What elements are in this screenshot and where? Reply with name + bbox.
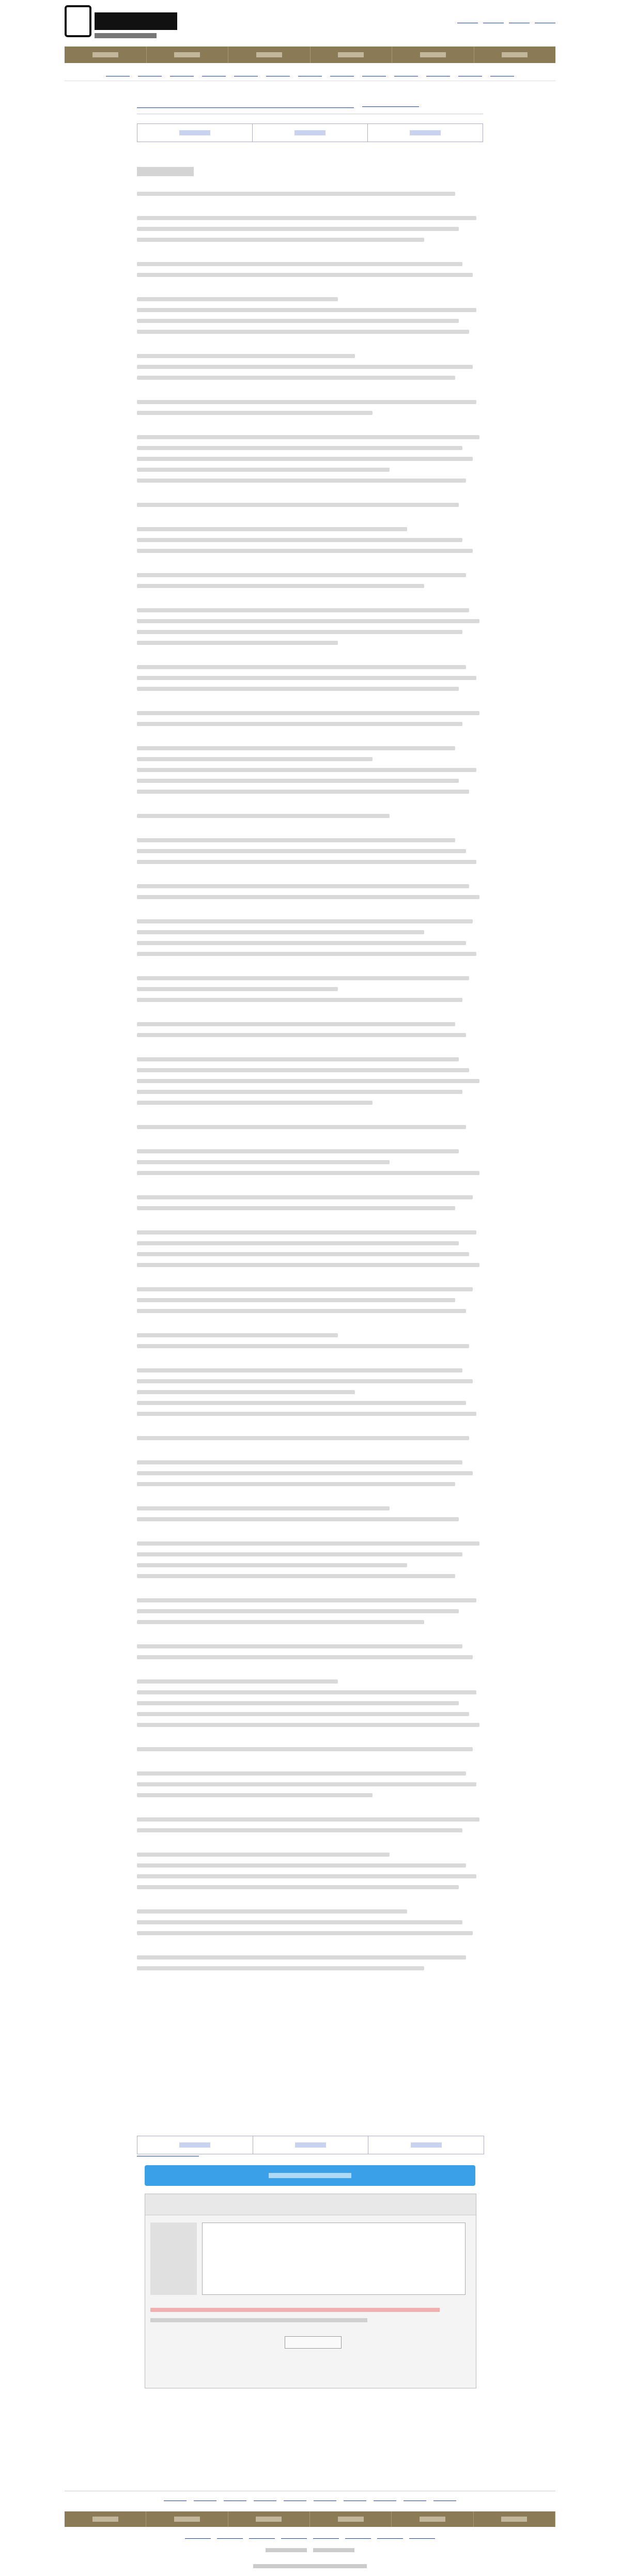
body-text-line <box>137 479 466 483</box>
body-text-line <box>137 1309 466 1313</box>
body-text-line <box>137 1655 473 1659</box>
body-text-line <box>137 838 455 842</box>
body-text-line <box>137 1057 459 1061</box>
sub-nav-item[interactable] <box>362 71 386 76</box>
body-text-line <box>137 227 459 231</box>
body-text-line <box>137 457 473 461</box>
paragraph-gap <box>137 387 483 400</box>
body-text-line <box>137 238 424 242</box>
sub-nav-item[interactable] <box>426 71 450 76</box>
body-text-line <box>137 549 473 553</box>
body-text-line <box>137 860 476 864</box>
body-text-line <box>137 1679 338 1684</box>
footer-link[interactable] <box>284 2495 306 2501</box>
body-text-line <box>137 779 459 783</box>
body-text-line <box>137 1644 462 1648</box>
paragraph-gap <box>137 1631 483 1644</box>
body-text-line <box>137 400 476 404</box>
global-nav-item[interactable] <box>65 47 147 63</box>
chapter-counter <box>137 149 483 157</box>
global-nav <box>65 47 555 63</box>
body-text-line <box>137 1033 466 1037</box>
body-text-line <box>137 1298 455 1302</box>
body-text-line <box>137 941 466 945</box>
footer-link[interactable] <box>164 2495 187 2501</box>
body-text-line <box>137 584 424 588</box>
paragraph-gap <box>137 249 483 262</box>
body-text-line <box>137 1574 455 1578</box>
paragraph-gap <box>137 422 483 435</box>
footer-site-link[interactable] <box>345 2534 371 2539</box>
body-text-line <box>137 1552 462 1556</box>
body-text-line <box>137 1401 466 1405</box>
body-text-line <box>137 1101 373 1105</box>
review-notice-text <box>150 2318 367 2322</box>
review-warning-text <box>150 2308 440 2312</box>
footer-link[interactable] <box>314 2495 336 2501</box>
body-text-line <box>137 1263 479 1267</box>
body-text-line <box>137 1471 473 1475</box>
body-text-line <box>137 1333 338 1337</box>
logo-mark-icon <box>65 5 91 37</box>
body-text-line <box>137 1690 476 1694</box>
body-text-line <box>137 1966 424 1970</box>
paragraph-gap <box>137 1182 483 1195</box>
body-text-line <box>137 1482 455 1486</box>
body-text-line <box>137 308 476 312</box>
body-text-line <box>137 1090 462 1094</box>
body-text-line <box>137 192 455 196</box>
body-text-line <box>137 435 479 439</box>
body-text-line <box>137 216 476 220</box>
body-text-line <box>137 1931 473 1935</box>
tweet-button[interactable] <box>145 2165 475 2186</box>
body-text-line <box>137 1609 459 1613</box>
body-text-line <box>137 1460 462 1464</box>
sub-nav-item[interactable] <box>202 71 226 76</box>
sub-nav-item[interactable] <box>170 71 194 76</box>
paragraph-gap <box>137 871 483 884</box>
footer-meta-item[interactable] <box>266 2548 307 2552</box>
novel-main <box>137 93 483 2016</box>
paragraph-gap <box>137 1217 483 1230</box>
author-link[interactable] <box>362 100 419 107</box>
body-text-line <box>137 1517 459 1521</box>
body-text-line <box>137 1149 459 1153</box>
footer-site-link[interactable] <box>185 2534 211 2539</box>
body-text-line <box>137 1920 462 1924</box>
body-text-line <box>137 619 479 623</box>
body-text-line <box>137 1885 459 1889</box>
body-text-line <box>137 1541 479 1546</box>
sub-nav-item[interactable] <box>234 71 258 76</box>
review-box <box>145 2194 476 2388</box>
body-text-line <box>137 527 407 531</box>
body-text-line <box>137 1022 455 1026</box>
body-text-line <box>137 895 479 899</box>
body-text-line <box>137 1701 459 1705</box>
body-text-line <box>137 273 473 277</box>
body-text-line <box>137 768 476 772</box>
body-text-line <box>137 1817 479 1822</box>
body-text-line <box>137 1241 459 1245</box>
sub-nav-item[interactable] <box>394 71 418 76</box>
body-text-line <box>137 976 469 980</box>
paragraph-gap <box>137 560 483 573</box>
body-text-line <box>137 1206 455 1210</box>
body-text-line <box>137 365 473 369</box>
body-text-line <box>137 676 476 680</box>
paragraph-gap <box>137 698 483 711</box>
body-text-line <box>137 1853 390 1857</box>
body-text-line <box>137 297 338 301</box>
body-text-line <box>137 1344 469 1348</box>
global-nav-item[interactable] <box>311 47 393 63</box>
body-text-line <box>137 354 355 358</box>
top-link[interactable] <box>535 16 555 23</box>
footer-site-link[interactable] <box>377 2534 403 2539</box>
sub-nav-item[interactable] <box>298 71 322 76</box>
body-text-line <box>137 503 459 507</box>
body-text-line <box>137 1230 476 1235</box>
next-chapter-button[interactable] <box>368 124 483 142</box>
paragraph-gap <box>137 652 483 665</box>
global-nav-item[interactable] <box>474 47 556 63</box>
body-text-line <box>137 1712 469 1716</box>
paragraph-gap <box>137 1942 483 1955</box>
sub-nav-item[interactable] <box>330 71 354 76</box>
novel-title-link[interactable] <box>137 99 354 108</box>
copyright <box>65 2560 555 2568</box>
paragraph-gap <box>137 1447 483 1460</box>
body-text-line <box>137 411 373 415</box>
body-text-line <box>137 722 462 726</box>
body-text-line <box>137 1079 479 1083</box>
page-top-link[interactable] <box>137 2150 199 2156</box>
paragraph-gap <box>137 489 483 503</box>
body-text-line <box>137 608 469 612</box>
footer-nav-item[interactable] <box>392 2511 473 2527</box>
footer-site-link[interactable] <box>281 2534 307 2539</box>
header-top-links <box>457 16 555 23</box>
body-text-line <box>137 468 390 472</box>
logo-wordmark <box>95 12 177 30</box>
footer-link[interactable] <box>344 2495 366 2501</box>
global-nav-item[interactable] <box>392 47 474 63</box>
body-text-line <box>137 711 479 715</box>
body-text-line <box>137 930 424 934</box>
footer-novel-links <box>65 2491 555 2505</box>
footer-link[interactable] <box>374 2495 396 2501</box>
body-text-line <box>137 790 469 794</box>
review-textarea[interactable] <box>202 2223 466 2295</box>
footer-link[interactable] <box>433 2495 456 2501</box>
paragraph-gap <box>137 1136 483 1149</box>
footer-link[interactable] <box>194 2495 216 2501</box>
paragraph-gap <box>137 800 483 814</box>
body-text-line <box>137 641 338 645</box>
paragraph-gap <box>137 203 483 216</box>
paragraph-gap <box>137 1977 483 1991</box>
toc-button[interactable] <box>253 124 368 142</box>
body-text-line <box>137 1723 479 1727</box>
body-text-line <box>137 330 469 334</box>
paragraph-gap <box>137 1666 483 1679</box>
paragraph-gap <box>137 733 483 746</box>
paragraph-gap <box>137 963 483 976</box>
body-text-line <box>137 1506 390 1510</box>
paragraph-gap <box>137 1112 483 1125</box>
chapter-body-placeholder <box>137 192 483 2016</box>
body-text-line <box>137 262 462 266</box>
sub-nav-item[interactable] <box>138 71 162 76</box>
body-text-line <box>137 1390 355 1394</box>
body-text-line <box>137 665 466 669</box>
paragraph-gap <box>137 1044 483 1057</box>
logo-tagline <box>95 33 157 38</box>
body-text-line <box>137 1909 407 1914</box>
paragraph-gap <box>137 1493 483 1506</box>
paragraph-gap <box>137 1274 483 1287</box>
body-text-line <box>137 1955 466 1960</box>
footer-site-link[interactable] <box>313 2534 339 2539</box>
body-text-line <box>137 1782 476 1786</box>
footer-link[interactable] <box>254 2495 276 2501</box>
body-text-line <box>137 1620 424 1624</box>
footer-site-link[interactable] <box>217 2534 243 2539</box>
novel-title-row <box>137 93 483 114</box>
body-text-line <box>137 884 469 888</box>
body-text-line <box>137 1125 466 1129</box>
paragraph-gap <box>137 1009 483 1022</box>
review-content-label <box>150 2223 197 2295</box>
prev-chapter-button[interactable] <box>137 124 253 142</box>
footer-meta-item <box>313 2548 354 2552</box>
paragraph-gap <box>137 1839 483 1853</box>
paragraph-gap <box>137 1320 483 1333</box>
footer-site-link[interactable] <box>249 2534 275 2539</box>
paragraph-gap <box>137 1804 483 1817</box>
footer-global-nav <box>65 2511 555 2527</box>
global-nav-item[interactable] <box>228 47 311 63</box>
paragraph-gap <box>137 1528 483 1541</box>
body-text-line <box>137 814 390 818</box>
body-text-line <box>137 919 473 923</box>
top-link[interactable] <box>457 16 478 23</box>
footer-nav-item[interactable] <box>310 2511 392 2527</box>
paragraph-gap <box>137 1758 483 1771</box>
body-text-line <box>137 998 462 1002</box>
body-text-line <box>137 1828 462 1832</box>
body-text-line <box>137 952 476 956</box>
body-text-line <box>137 1598 476 1602</box>
body-text-line <box>137 1368 462 1372</box>
chapter-title <box>137 167 194 176</box>
paragraph-gap <box>137 341 483 354</box>
body-text-line <box>137 538 462 542</box>
footer-nav-item[interactable] <box>474 2511 555 2527</box>
body-text-line <box>137 687 459 691</box>
body-text-line <box>137 1287 473 1291</box>
footer-link[interactable] <box>224 2495 246 2501</box>
body-text-line <box>137 1563 407 1567</box>
body-text-line <box>137 757 373 761</box>
paragraph-gap <box>137 595 483 608</box>
body-text-line <box>137 1171 479 1175</box>
body-text-line <box>137 1379 473 1383</box>
body-text-line <box>137 746 455 750</box>
novel-sub-nav <box>65 66 555 81</box>
next-chapter-button[interactable] <box>368 2136 484 2154</box>
global-nav-item[interactable] <box>147 47 229 63</box>
sub-nav-item[interactable] <box>266 71 290 76</box>
paragraph-gap <box>137 1423 483 1436</box>
body-text-line <box>137 573 466 577</box>
body-text-line <box>137 1874 476 1878</box>
body-text-line <box>137 1436 469 1440</box>
body-text-line <box>137 1771 466 1776</box>
body-text-line <box>137 1068 469 1072</box>
body-text-line <box>137 987 338 991</box>
paragraph-gap <box>137 1734 483 1747</box>
paragraph-gap <box>137 825 483 838</box>
footer-nav-item[interactable] <box>65 2511 146 2527</box>
sub-nav-item[interactable] <box>458 71 482 76</box>
site-logo[interactable] <box>65 5 178 41</box>
site-header <box>0 0 620 47</box>
paragraph-gap <box>137 1585 483 1598</box>
body-text-line <box>137 446 462 450</box>
footer-meta <box>65 2545 555 2555</box>
body-text-line <box>137 1252 469 1256</box>
footer-site-link[interactable] <box>409 2534 435 2539</box>
footer-link[interactable] <box>404 2495 426 2501</box>
footer-nav-item[interactable] <box>228 2511 310 2527</box>
body-text-line <box>137 1747 473 1751</box>
paragraph-gap <box>137 514 483 527</box>
toc-button[interactable] <box>253 2136 369 2154</box>
review-box-header <box>145 2194 476 2215</box>
body-text-line <box>137 849 466 853</box>
body-text-line <box>137 1863 466 1868</box>
paragraph-gap <box>137 906 483 919</box>
body-text-line <box>137 376 455 380</box>
paragraph-gap <box>137 1896 483 1909</box>
review-submit-button[interactable] <box>285 2336 342 2349</box>
body-text-line <box>137 1160 390 1164</box>
top-link[interactable] <box>509 16 530 23</box>
footer-nav-item[interactable] <box>146 2511 228 2527</box>
footer-site-links <box>65 2531 555 2541</box>
paragraph-gap <box>137 1355 483 1368</box>
body-text-line <box>137 319 459 323</box>
top-link[interactable] <box>483 16 504 23</box>
sub-nav-item[interactable] <box>490 71 514 76</box>
body-text-line <box>137 1195 473 1199</box>
paragraph-gap <box>137 284 483 297</box>
body-text-line <box>137 630 462 634</box>
body-text-line <box>137 1793 373 1797</box>
sub-nav-item[interactable] <box>106 71 130 76</box>
chapter-pager-top <box>137 124 483 142</box>
body-text-line <box>137 1412 476 1416</box>
